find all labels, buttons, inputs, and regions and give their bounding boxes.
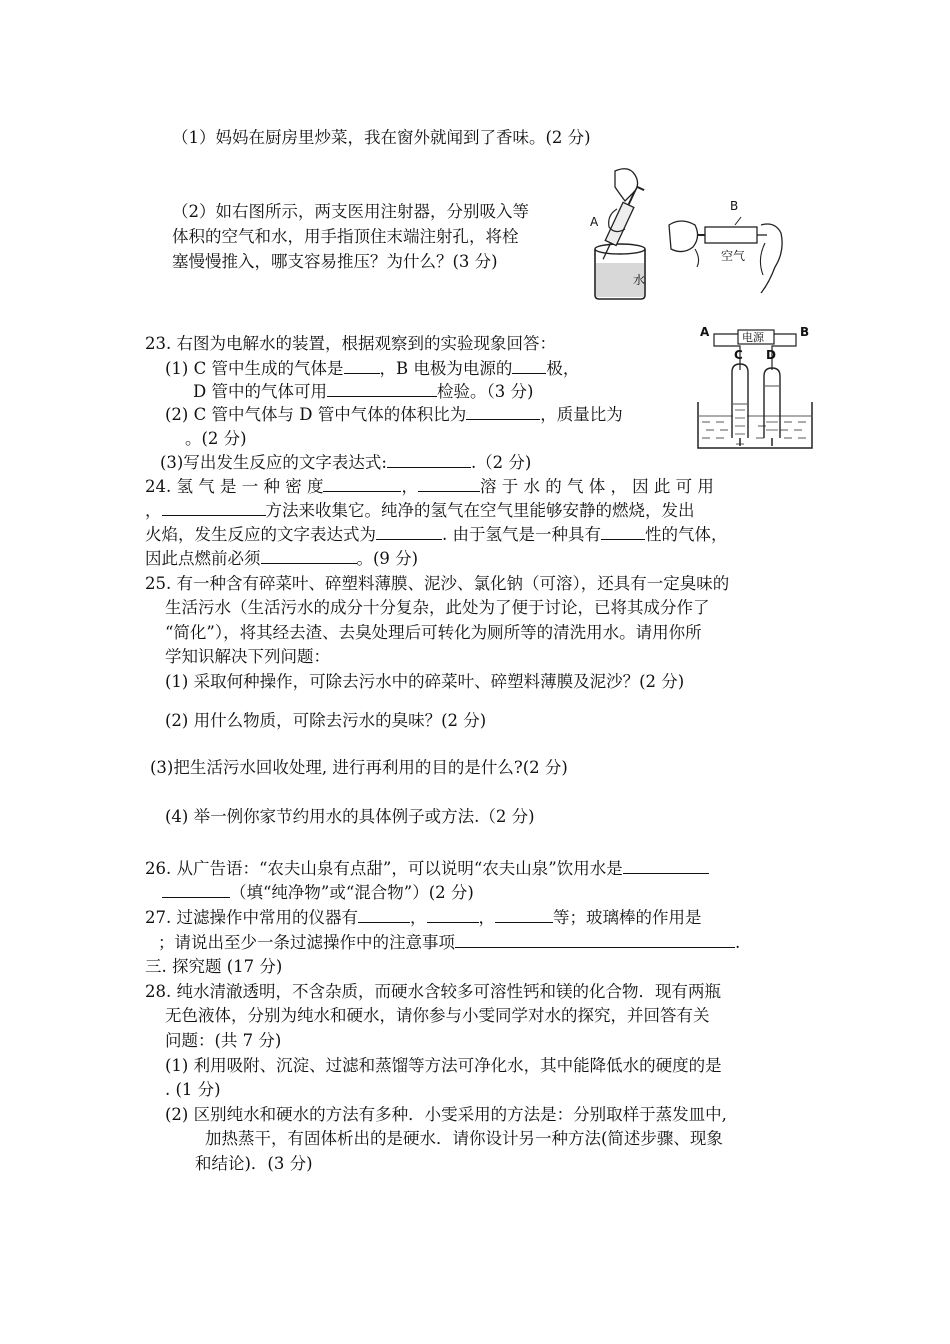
q23-part2-line2: 。(2 分)	[185, 429, 247, 448]
q22-part2-line3: 塞慢慢推入，哪支容易推压？为什么？(3 分)	[172, 252, 498, 271]
answer-blank[interactable]	[427, 907, 479, 923]
q25-sub4: (4) 举一例你家节约用水的具体例子或方法.（2 分)	[165, 807, 535, 826]
electrolysis-figure	[696, 326, 814, 452]
answer-blank[interactable]	[162, 500, 266, 516]
q24-line2: ， 方法来收集它。纯净的氢气在空气里能够安静的燃烧，发出	[145, 501, 695, 520]
q22-part2-line1: （2）如右图所示，两支医用注射器，分别吸入等	[172, 202, 529, 221]
q25-line2: 生活污水（生活污水的成分十分复杂，此处为了便于讨论，已将其成分作了	[165, 598, 710, 617]
q24-line1: 24. 氢 气 是 一 种 密 度 ， 溶 于 水 的 气 体 ， 因 此 可 用	[145, 477, 714, 496]
q27-line1: 27. 过滤操作中常用的仪器有 ， ， 等；玻璃棒的作用是	[145, 908, 702, 927]
q23-stem: 23. 右图为电解水的装置，根据观察到的实验现象回答：	[145, 334, 556, 353]
q23-part1-line1: (1) C 管中生成的气体是 ，B 电极为电源的 极，	[165, 359, 580, 378]
q26-line1: 26. 从广告语：“农夫山泉有点甜”，可以说明“农夫山泉”饮用水是	[145, 858, 709, 880]
q28-sub2-line3: 和结论)．(3 分)	[195, 1154, 313, 1173]
electrode-b-label: B	[800, 325, 810, 339]
q25-sub2: (2) 用什么物质，可除去污水的臭味？(2 分)	[165, 711, 487, 730]
q28-line3: 问题：(共 7 分)	[165, 1031, 282, 1050]
q28-line1: 28. 纯水清澈透明，不含杂质，而硬水含较多可溶性钙和镁的化合物．现有两瓶	[145, 982, 721, 1001]
tube-c-label: C	[734, 348, 743, 362]
answer-blank[interactable]	[455, 932, 735, 948]
q25-line4: 学知识解决下列问题：	[165, 647, 330, 666]
section-3-heading: 三. 探究题 (17 分)	[145, 957, 283, 976]
q24-line4: 因此点燃前必须 。(9 分)	[145, 549, 419, 568]
answer-blank[interactable]	[327, 381, 437, 397]
q26-line2: （填“纯净物”或“混合物”）(2 分)	[162, 882, 474, 904]
syringe-b-label: B	[730, 199, 739, 213]
q24-line3: 火焰，发生反应的文字表达式为 . 由于氢气是一种具有 性的气体，	[145, 525, 728, 544]
q27-line2: ；请说出至少一条过滤操作中的注意事项 .	[158, 933, 741, 952]
answer-blank[interactable]	[512, 358, 546, 374]
electrode-a-label: A	[700, 325, 710, 339]
answer-blank[interactable]	[162, 882, 230, 898]
answer-blank[interactable]	[376, 524, 442, 540]
q23-part2-line1: (2) C 管中气体与 D 管中气体的体积比为 ，质量比为	[165, 405, 623, 424]
water-label: 水	[633, 273, 646, 287]
answer-blank[interactable]	[601, 524, 645, 540]
answer-blank[interactable]	[623, 858, 709, 874]
air-label: 空气	[721, 249, 746, 263]
q28-sub2-line1: (2) 区别纯水和硬水的方法有多种．小雯采用的方法是：分别取样于蒸发皿中,	[165, 1105, 727, 1124]
answer-blank[interactable]	[495, 907, 553, 923]
q25-sub3: (3)把生活污水回收处理, 进行再利用的目的是什么?(2 分)	[150, 758, 568, 777]
q28-sub2-line2: 加热蒸干，有固体析出的是硬水．请你设计另一种方法(简述步骤、现象	[205, 1129, 723, 1148]
syringe-figure	[585, 163, 790, 303]
answer-blank[interactable]	[323, 476, 401, 492]
answer-blank[interactable]	[466, 404, 540, 420]
q22-part1: （1）妈妈在厨房里炒菜，我在窗外就闻到了香味。(2 分)	[172, 128, 591, 147]
answer-blank[interactable]	[358, 907, 410, 923]
q22-part2-line2: 体积的空气和水，用手指顶住末端注射孔，将栓	[172, 227, 519, 246]
power-source-label: 电源	[742, 331, 764, 344]
q28-sub1-line2: . (1 分)	[165, 1080, 221, 1099]
tube-d-label: D	[766, 348, 776, 362]
q23-part3: (3)写出发生反应的文字表达式: .（2 分)	[160, 453, 532, 472]
answer-blank[interactable]	[344, 358, 380, 374]
answer-blank[interactable]	[387, 452, 471, 468]
q28-line2: 无色液体，分别为纯水和硬水，请你参与小雯同学对水的探究，并回答有关	[165, 1006, 710, 1025]
q28-sub1-line1: (1) 利用吸附、沉淀、过滤和蒸馏等方法可净化水，其中能降低水的硬度的是	[165, 1056, 722, 1075]
syringe-a-label: A	[590, 215, 599, 229]
q25-line3: “简化”），将其经去渣、去臭处理后可转化为厕所等的清洗用水。请用你所	[165, 623, 702, 642]
q25-line1: 25. 有一种含有碎菜叶、碎塑料薄膜、泥沙、氯化钠（可溶），还具有一定臭味的	[145, 574, 730, 593]
q23-part1-line2: D 管中的气体可用 检验。（3 分)	[193, 382, 534, 401]
answer-blank[interactable]	[261, 548, 357, 564]
q25-sub1: (1) 采取何种操作，可除去污水中的碎菜叶、碎塑料薄膜及泥沙？(2 分)	[165, 672, 685, 691]
answer-blank[interactable]	[418, 476, 480, 492]
